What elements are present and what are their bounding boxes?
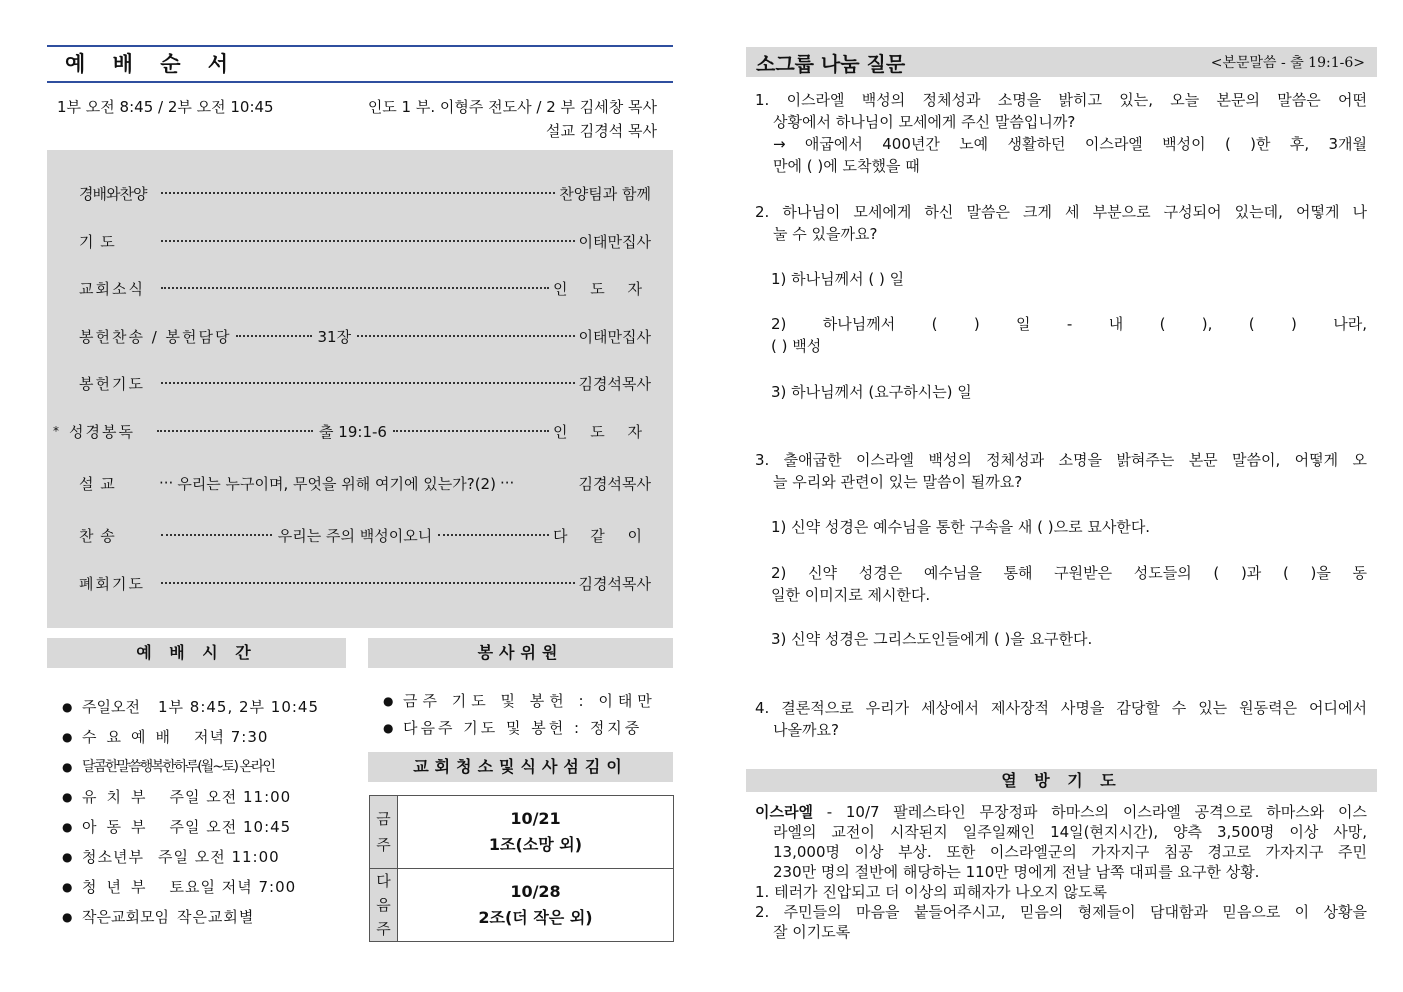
- cleaning-date: 10/28: [510, 882, 561, 901]
- order-label: 설 교: [79, 474, 116, 493]
- order-row: [57, 323, 651, 349]
- bullet-icon: ●: [62, 880, 73, 894]
- order-who: 다 같 이: [553, 526, 652, 545]
- dot-leader: [357, 335, 574, 337]
- prayer-country: 이스라엘: [755, 803, 813, 821]
- world-prayer-body: 이스라엘 - 10/7 팔레스타인 무장정파 하마스의 이스라엘 공격으로 하마스와 이스 라엘의 교전이 시작된지 일주일째인 14일(현지시간), 양측 3,500명 이상 사망, 13,000명 이상 부상. 또한 이스라엘군의 가자지구 침공 경고로 가자지구 주민 230만 명의 절반에 해당하는 110만 명에게 전날 남쪽 대피를 요구한 상황. 1. 테러가 진압되고 더 이상의 피해자가 나오지 않도록 2. 주민들의 마음을 붙들어주시고, 믿음의 형제들이 담대함과 믿음으로 이 상황을 잘 이기도록: [755, 803, 1367, 941]
- order-who: 김경석목사: [578, 474, 651, 493]
- volunteers-header: 봉사위원: [368, 638, 673, 668]
- bullet-icon: ●: [62, 910, 73, 924]
- order-label: 기 도: [79, 232, 116, 251]
- week-label: 금 주: [370, 796, 398, 868]
- bullet-icon: ●: [383, 721, 394, 735]
- leader-line: 인도 1 부. 이형주 전도사 / 2 부 김세창 목사: [367, 98, 657, 116]
- order-row: [53, 418, 652, 444]
- question-2-2: 2) 하나님께서 ( ) 일 - 내 ( ), ( ) 나라, ( ) 백성: [771, 315, 1367, 355]
- order-who: 이태만집사: [578, 327, 651, 346]
- cleaning-date: 10/21: [510, 809, 561, 828]
- order-label: 봉헌기도: [79, 374, 145, 393]
- dot-leader: [161, 240, 575, 242]
- world-prayer-header: 열 방 기 도: [746, 769, 1377, 792]
- bullet-icon: ●: [62, 730, 73, 744]
- order-label: 교회소식: [79, 279, 145, 298]
- order-who: 김경석목사: [578, 374, 651, 393]
- order-label: 봉헌찬송 / 봉헌담당: [79, 327, 232, 346]
- order-row: [57, 470, 651, 496]
- question-3-3: 3) 신약 성경은 그리스도인들에게 ( )을 요구한다.: [771, 630, 1093, 648]
- service-times-line: 1부 오전 8:45 / 2부 오전 10:45: [57, 98, 274, 116]
- order-mid: 우리는 주의 백성이오니: [277, 526, 433, 545]
- cleaning-table: [369, 795, 674, 942]
- cleaning-cell: [398, 796, 673, 868]
- question-3: 3. 출애굽한 이스라엘 백성의 정체성과 소명을 밝혀주는 본문 말씀이, 어떻게 오 늘 우리와 관련이 있는 말씀이 될까요?: [755, 451, 1367, 491]
- bullet-icon: ●: [383, 694, 394, 708]
- small-group-title: 소그룹 나눔 질문: [756, 51, 906, 76]
- order-mid: 출 19:1-6: [319, 422, 387, 441]
- order-who: 인 도 자: [553, 422, 652, 441]
- list-item: ● 수요예배 저녁 7:30: [62, 722, 352, 752]
- order-who: 김경석목사: [578, 574, 651, 593]
- list-item: ● 아동부 주일 오전 10:45: [62, 812, 352, 842]
- question-1: 1. 이스라엘 백성의 정체성과 소명을 밝히고 있는, 오늘 본문의 말씀은 어떤 상황에서 하나님이 모세에게 주신 말씀입니까? → 애굽에서 400년간 노예 생활하던 이스라엘 백성이 ( )한 후, 3개월 만에 ( )에 도착했을 때: [755, 91, 1367, 175]
- worship-order-box: [47, 150, 673, 628]
- question-3-1: 1) 신약 성경은 예수님을 통한 구속을 새 ( )으로 묘사한다.: [771, 518, 1151, 536]
- list-item: ● 다음주 기도 및 봉헌 : 정지중: [383, 715, 673, 742]
- order-label: 폐회기도: [79, 574, 145, 593]
- list-item: ● 유치부 주일 오전 11:00: [62, 782, 352, 812]
- order-who: 이태만집사: [578, 232, 651, 251]
- service-times-list: [62, 692, 352, 932]
- table-row: [370, 796, 673, 869]
- question-2: 2. 하나님이 모세에게 하신 말씀은 크게 세 부분으로 구성되어 있는데, 어떻게 나 눌 수 있을까요?: [755, 203, 1367, 243]
- week-label: 다 음 주: [370, 869, 398, 941]
- bullet-icon: ●: [62, 820, 73, 834]
- preacher-line: 설교 김경석 목사: [546, 122, 657, 140]
- order-row: [57, 275, 651, 301]
- order-who: 인 도 자: [552, 279, 651, 298]
- dot-leader: [161, 287, 549, 289]
- bullet-icon: ●: [62, 790, 73, 804]
- list-item: ● 주일오전 1부 8:45, 2부 10:45: [62, 692, 352, 722]
- bullet-icon: ●: [62, 760, 73, 774]
- dot-leader: [236, 335, 312, 337]
- service-times-header: 예 배 시 간: [47, 638, 346, 668]
- dot-leader: [157, 430, 313, 432]
- question-2-3: 3) 하나님께서 (요구하시는) 일: [771, 383, 972, 401]
- order-mid: 31장: [317, 327, 352, 346]
- order-mid: ···: [159, 474, 174, 492]
- order-row: [57, 570, 651, 596]
- order-label: 경배와찬양: [79, 184, 147, 203]
- list-item: ● 금주 기도 및 봉헌 : 이태만: [383, 688, 673, 715]
- order-mid: ···: [499, 474, 515, 492]
- list-item: ● 청년부 토요일 저녁 7:00: [62, 872, 352, 902]
- order-row: [57, 370, 651, 396]
- sermon-title: 우리는 누구이며, 무엇을 위해 여기에 있는가?(2): [177, 474, 496, 493]
- order-row: [57, 228, 651, 254]
- dot-leader: [438, 534, 549, 536]
- table-row: [370, 869, 673, 941]
- cleaning-group: 2조(더 작은 외): [478, 908, 593, 927]
- dot-leader: [161, 382, 575, 384]
- prayer-item: 2. 주민들의 마음을 붙들어주시고, 믿음의 형제들이 담대함과 믿음으로 이 상황을: [755, 903, 1367, 921]
- order-row: [57, 522, 651, 548]
- small-group-header: [746, 47, 1377, 77]
- prayer-item: 잘 이기도록: [773, 923, 851, 941]
- cleaning-header: 교회청소및식사섬김이: [368, 752, 673, 782]
- cleaning-cell: [398, 869, 673, 941]
- cleaning-group: 1조(소망 외): [488, 835, 583, 854]
- worship-order-title: 예 배 순 서: [47, 45, 673, 83]
- question-4: 4. 결론적으로 우리가 세상에서 제사장적 사명을 감당할 수 있는 원동력은 어디에서 나올까요?: [755, 699, 1367, 739]
- bullet-icon: ●: [62, 700, 73, 714]
- order-who: 찬양팀과 함께: [559, 184, 651, 203]
- list-item: ● 달콤한말씀행복한하루(월~토) 온라인: [62, 752, 352, 782]
- dot-leader: [161, 192, 555, 194]
- order-mark: *: [53, 424, 59, 438]
- order-row: [57, 180, 651, 206]
- question-2-1: 1) 하나님께서 ( ) 일: [771, 270, 905, 288]
- dot-leader: [161, 534, 272, 536]
- scripture-reference: <본문말씀 - 출 19:1-6>: [1210, 55, 1365, 71]
- order-label: 찬 송: [79, 526, 116, 545]
- question-3-2: 2) 신약 성경은 예수님을 통해 구원받은 성도들의 ( )과 ( )을 동 일한 이미지로 제시한다.: [771, 564, 1367, 604]
- dot-leader: [161, 582, 575, 584]
- bullet-icon: ●: [62, 850, 73, 864]
- prayer-item: 1. 테러가 진압되고 더 이상의 피해자가 나오지 않도록: [755, 883, 1107, 901]
- order-label: 성경봉독: [69, 422, 135, 441]
- list-item: ● 청소년부 주일 오전 11:00: [62, 842, 352, 872]
- volunteer-list: [383, 688, 673, 742]
- dot-leader: [393, 430, 549, 432]
- list-item: ● 작은교회모임 작은교회별: [62, 902, 352, 932]
